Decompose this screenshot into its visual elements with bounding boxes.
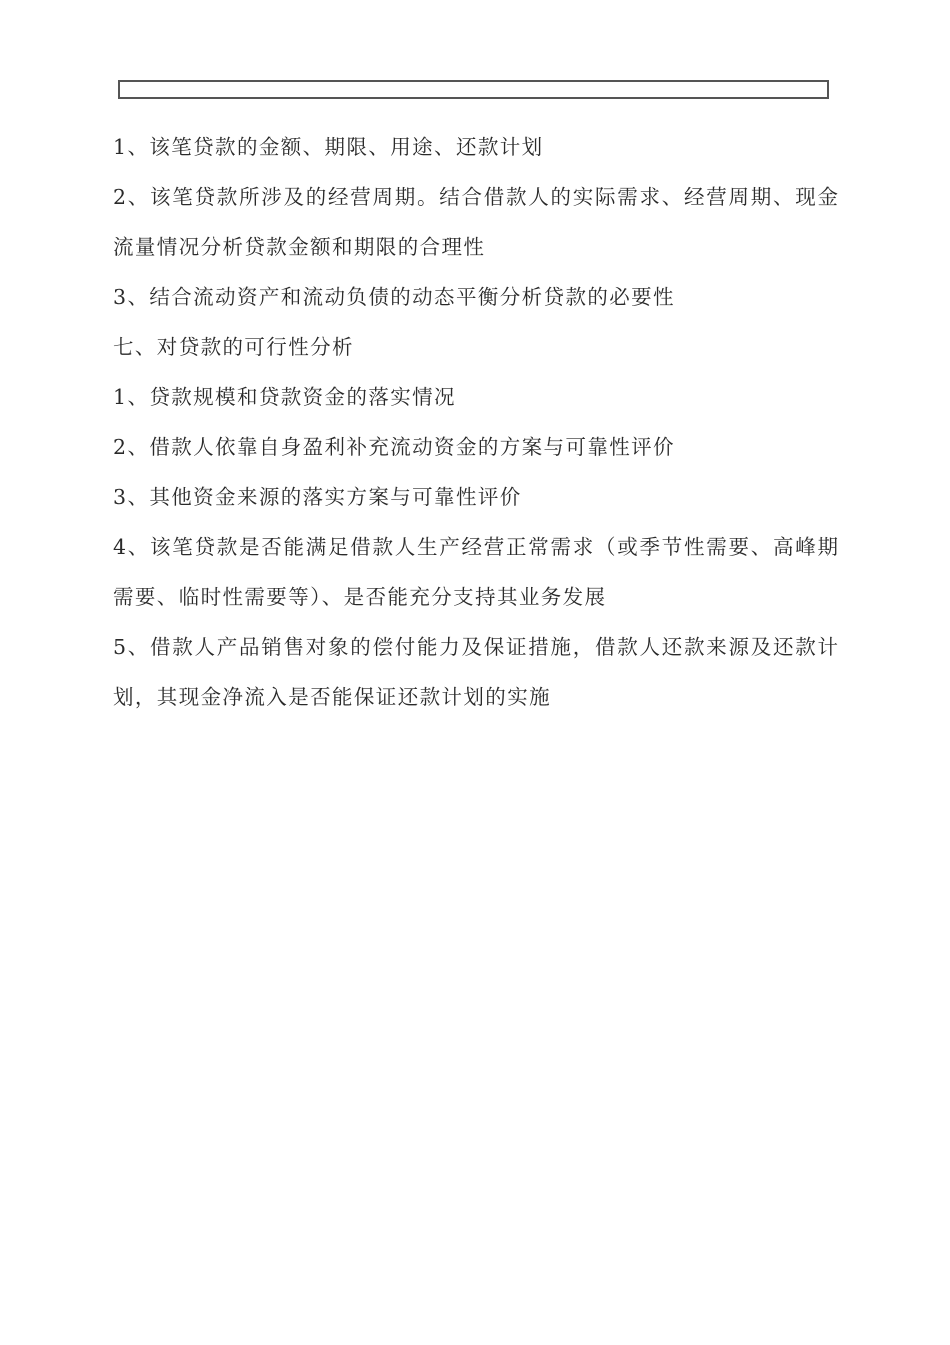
list-item-meet-demand: 4、该笔贷款是否能满足借款人生产经营正常需求（或季节性需要、高峰期 [113,535,840,559]
list-item-loan-amount-term: 1、该笔贷款的金额、期限、用途、还款计划 [113,135,544,159]
list-item-operating-cycle: 2、该笔贷款所涉及的经营周期。结合借款人的实际需求、经营周期、现金 [113,185,840,209]
document-body [113,122,841,722]
list-item-self-profit: 2、借款人依靠自身盈利补充流动资金的方案与可靠性评价 [113,435,675,459]
section-heading-feasibility: 七、对贷款的可行性分析 [113,335,354,359]
list-item-other-funds: 3、其他资金来源的落实方案与可靠性评价 [113,485,522,509]
list-item-loan-scale: 1、贷款规模和贷款资金的落实情况 [113,385,456,409]
list-item-operating-cycle-cont: 流量情况分析贷款金额和期限的合理性 [113,235,486,259]
list-item-necessity: 3、结合流动资产和流动负债的动态平衡分析贷款的必要性 [113,285,675,309]
list-item-repayment-source: 5、借款人产品销售对象的偿付能力及保证措施，借款人还款来源及还款计 [113,635,840,659]
list-item-meet-demand-cont: 需要、临时性需要等）、是否能充分支持其业务发展 [113,585,607,609]
list-item-repayment-source-cont: 划，其现金净流入是否能保证还款计划的实施 [113,685,551,709]
table-header-box [118,80,829,99]
